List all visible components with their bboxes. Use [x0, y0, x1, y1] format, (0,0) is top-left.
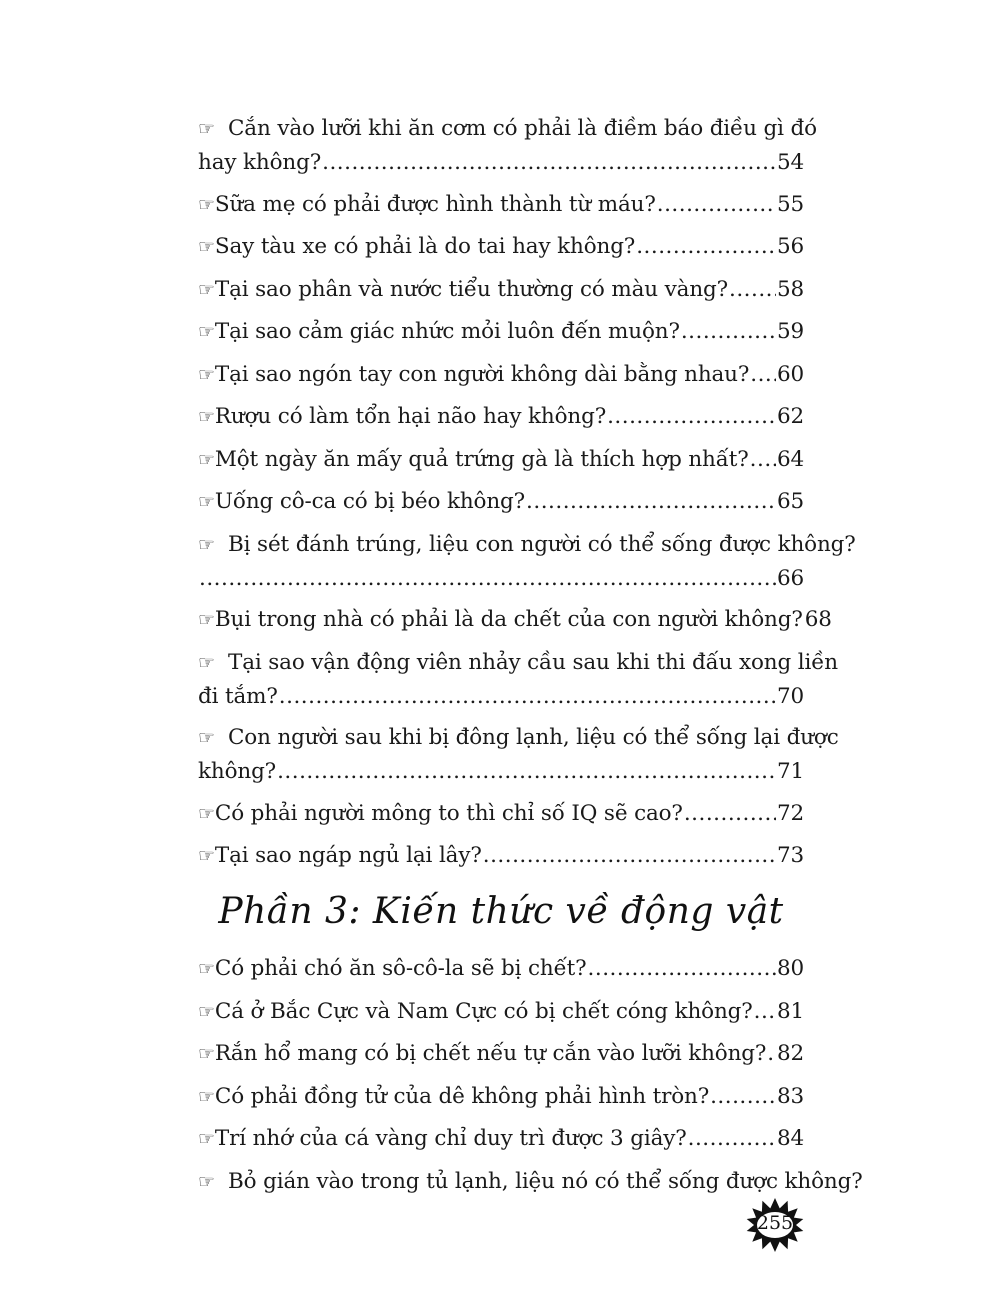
- toc-entry-title: Tại sao cảm giác nhức mỏi luôn đến muộn?: [214, 319, 680, 344]
- toc-entry[interactable]: [198, 797, 804, 831]
- toc-entry-title: Một ngày ăn mấy quả trứng gà là thích hợp nhất?: [214, 446, 749, 472]
- toc-entry-title: Say tàu xe có phải là do tai hay không?: [214, 234, 636, 259]
- pointing-hand-icon: ☞: [198, 491, 215, 513]
- pointing-hand-icon: ☞: [198, 406, 215, 428]
- toc-page-number: 65: [776, 489, 804, 514]
- toc-entry[interactable]: [198, 230, 804, 264]
- toc-entry-title: Cá ở Bắc Cực và Nam Cực có bị chết cóng không?: [214, 998, 753, 1024]
- pointing-hand-icon: ☞: [198, 845, 215, 867]
- toc-page-number: 62: [776, 404, 804, 429]
- toc-page-number: 64: [776, 446, 804, 472]
- dot-leader: [767, 1037, 776, 1070]
- toc-entry-title: Tại sao phân và nước tiểu thường có màu vàng?: [214, 276, 729, 302]
- dot-leader: [688, 1122, 776, 1155]
- toc-entry-title: Con người sau khi bị đông lạnh, liệu có thể sống lại được: [228, 725, 839, 750]
- toc-entry-title: Có phải chó ăn sô-cô-la sẽ bị chết?: [214, 956, 587, 981]
- pointing-hand-icon: ☞: [198, 448, 215, 471]
- toc-entry-title: Có phải đồng tử của dê không phải hình tròn?: [214, 1083, 710, 1109]
- toc-entry-title: Bụi trong nhà có phải là da chết của con người không?: [214, 607, 803, 632]
- pointing-hand-icon: ☞: [198, 727, 215, 749]
- dot-leader: [729, 273, 776, 306]
- toc-entry-title: Tại sao ngáp ngủ lại lây?: [214, 843, 482, 868]
- toc-entry[interactable]: [198, 528, 856, 595]
- dot-leader: [277, 755, 776, 788]
- dot-leader: [684, 797, 776, 830]
- toc-page-number: 55: [776, 191, 804, 217]
- toc-entry[interactable]: [198, 485, 804, 519]
- toc-entry-title-cont: hay không?: [198, 150, 322, 175]
- section-heading: Phần 3: Kiến thức về động vật: [218, 891, 784, 932]
- pointing-hand-icon: ☞: [198, 236, 215, 258]
- toc-page-number: 59: [776, 319, 804, 344]
- pointing-hand-icon: ☞: [198, 1000, 215, 1023]
- toc-entry[interactable]: [198, 1122, 804, 1156]
- toc-entry-title: Tại sao ngón tay con người không dài bằng nhau?: [214, 361, 750, 387]
- toc-entry[interactable]: [198, 839, 804, 873]
- toc-entry[interactable]: [198, 188, 804, 222]
- pointing-hand-icon: ☞: [198, 118, 215, 140]
- page-number: 255: [756, 1212, 794, 1234]
- toc-page-number: 72: [776, 800, 804, 826]
- toc-entry[interactable]: [198, 646, 838, 713]
- pointing-hand-icon: ☞: [198, 193, 215, 216]
- toc-page-number: 83: [776, 1083, 804, 1109]
- toc-page-number: 66: [776, 565, 804, 591]
- toc-entry[interactable]: [198, 603, 832, 637]
- dot-leader: [526, 485, 776, 518]
- dot-leader: [279, 680, 776, 713]
- toc-entry[interactable]: [198, 1165, 863, 1199]
- page-number-badge: [746, 1198, 804, 1252]
- toc-page-number: 73: [776, 843, 804, 868]
- toc-page-number: 81: [776, 998, 804, 1024]
- toc-page-number: 71: [776, 759, 804, 784]
- toc-entry[interactable]: [198, 1037, 804, 1071]
- toc-entry-title: Cắn vào lưỡi khi ăn cơm có phải là điềm báo điều gì đó: [228, 116, 817, 141]
- toc-entry-title: Rắn hổ mang có bị chết nếu tự cắn vào lưỡi không?: [214, 1041, 767, 1066]
- dot-leader: [607, 400, 776, 433]
- toc-entry-title: Uống cô-ca có bị béo không?: [214, 489, 526, 514]
- pointing-hand-icon: ☞: [198, 363, 215, 386]
- toc-entry-title: Bỏ gián vào trong tủ lạnh, liệu nó có thể sống được không?: [228, 1168, 863, 1194]
- dot-leader: [199, 562, 776, 595]
- dot-leader: [750, 443, 776, 476]
- toc-entry-title: Rượu có làm tổn hại não hay không?: [214, 404, 607, 429]
- toc-page-number: 54: [776, 150, 804, 175]
- pointing-hand-icon: ☞: [198, 278, 215, 301]
- pointing-hand-icon: ☞: [198, 321, 215, 343]
- pointing-hand-icon: ☞: [198, 609, 215, 631]
- dot-leader: [657, 188, 776, 221]
- toc-entry[interactable]: [198, 112, 817, 179]
- table-of-contents: [198, 112, 863, 1207]
- toc-entry-title: Sữa mẹ có phải được hình thành từ máu?: [214, 191, 656, 217]
- dot-leader: [636, 230, 776, 263]
- toc-page-number: 56: [776, 234, 804, 259]
- toc-page-number: 68: [804, 607, 832, 632]
- pointing-hand-icon: ☞: [198, 1128, 215, 1150]
- toc-entry[interactable]: [198, 443, 804, 477]
- dot-leader: [483, 839, 776, 872]
- toc-entry-title-cont: không?: [198, 759, 277, 784]
- toc-entry-title: Trí nhớ của cá vàng chỉ duy trì được 3 giây?: [214, 1126, 687, 1151]
- toc-entry-title: Tại sao vận động viên nhảy cầu sau khi thi đấu xong liền: [228, 649, 838, 675]
- toc-page-number: 70: [776, 683, 804, 709]
- toc-page-number: 58: [776, 276, 804, 302]
- toc-entry[interactable]: [198, 721, 839, 788]
- toc-page-number: 84: [776, 1126, 804, 1151]
- pointing-hand-icon: ☞: [198, 1043, 215, 1065]
- dot-leader: [322, 146, 776, 179]
- pointing-hand-icon: ☞: [198, 802, 215, 825]
- toc-entry[interactable]: [198, 273, 804, 307]
- dot-leader: [710, 1080, 776, 1113]
- toc-entry[interactable]: [198, 1080, 804, 1114]
- pointing-hand-icon: ☞: [198, 651, 215, 674]
- pointing-hand-icon: ☞: [198, 958, 215, 980]
- dot-leader: [588, 952, 776, 985]
- toc-page-number: 60: [776, 361, 804, 387]
- toc-entry[interactable]: [198, 952, 804, 986]
- pointing-hand-icon: ☞: [198, 533, 215, 556]
- pointing-hand-icon: ☞: [198, 1085, 215, 1108]
- toc-entry[interactable]: [198, 995, 804, 1029]
- dot-leader: [681, 315, 776, 348]
- toc-entry[interactable]: [198, 358, 804, 392]
- toc-entry-title-cont: đi tắm?: [198, 683, 278, 709]
- toc-entry[interactable]: [198, 315, 804, 349]
- toc-entry-title: Có phải người mông to thì chỉ số IQ sẽ cao?: [214, 800, 683, 826]
- toc-page-number: 82: [776, 1041, 804, 1066]
- dot-leader: [754, 995, 776, 1028]
- toc-entry-title: Bị sét đánh trúng, liệu con người có thể sống được không?: [228, 531, 856, 557]
- toc-page-number: 80: [776, 956, 804, 981]
- toc-entry[interactable]: [198, 400, 804, 434]
- dot-leader: [750, 358, 776, 391]
- pointing-hand-icon: ☞: [198, 1170, 215, 1193]
